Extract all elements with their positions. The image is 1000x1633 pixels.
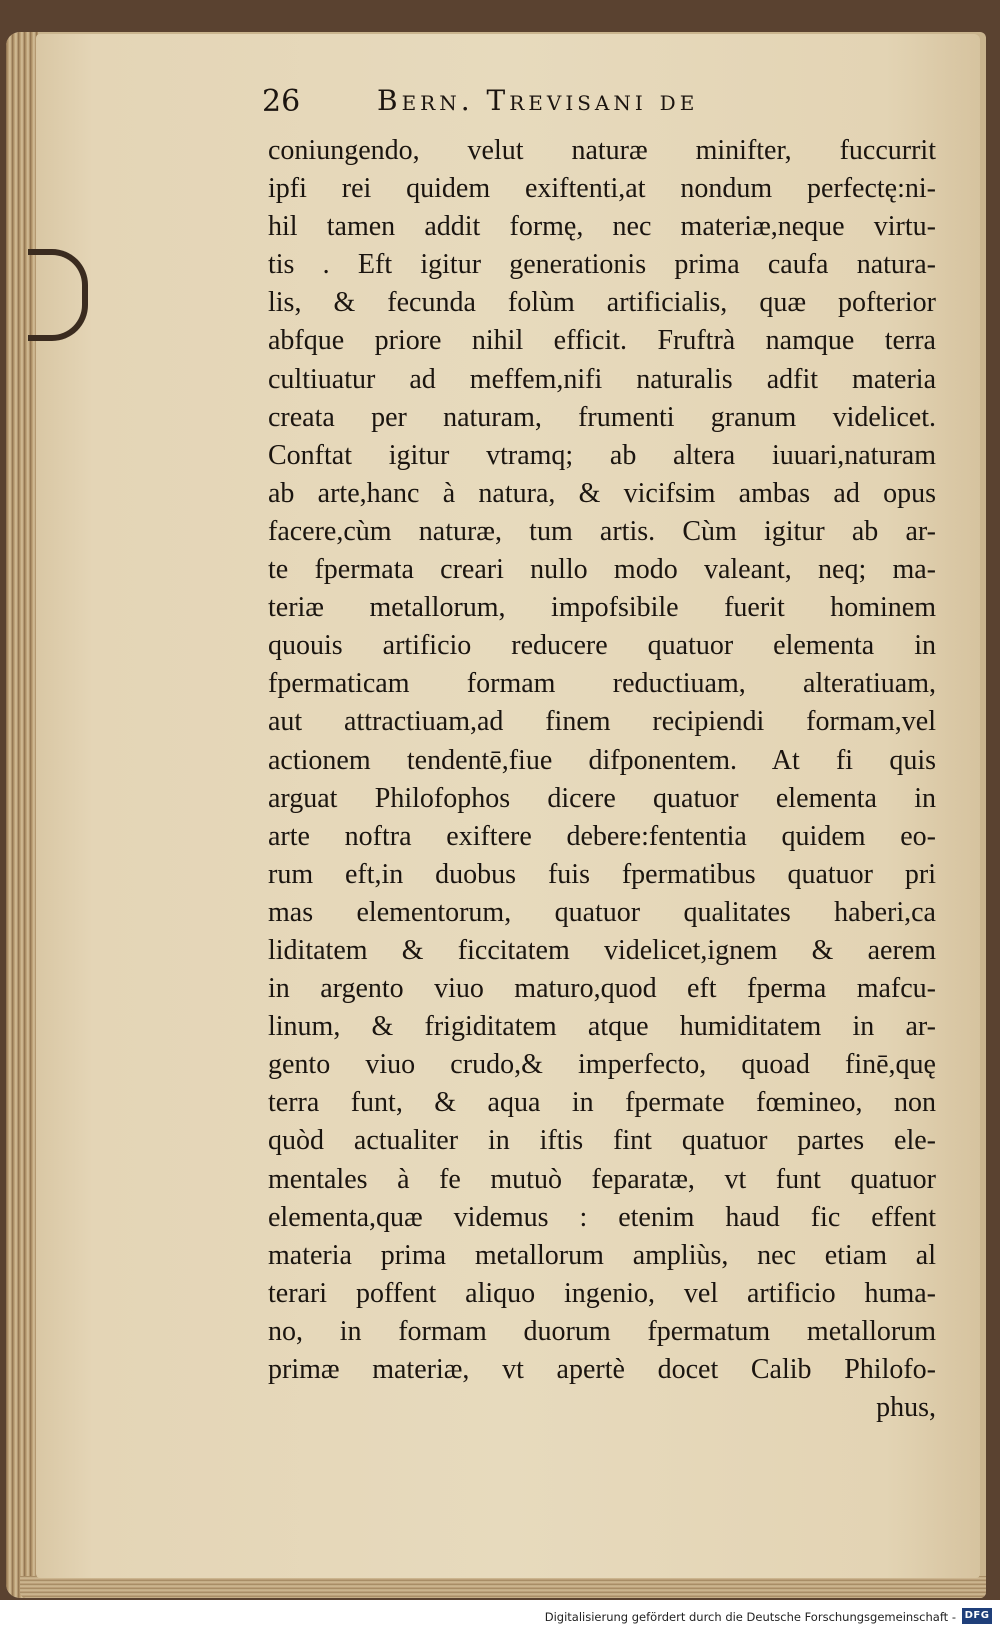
page-edges-bottom (20, 1576, 986, 1598)
text-line: facere,cùm naturæ, tum artis. Cùm igitur ab ar- (268, 515, 936, 547)
text-line: no, in formam duorum fpermatum metallorum (268, 1315, 936, 1347)
text-line: ipfi rei quidem exiftenti,at nondum perfectę:ni- (268, 173, 936, 205)
running-head (262, 84, 882, 124)
text-line: liditatem & ficcitatem videlicet,ignem & aerem (268, 934, 936, 966)
text-line: aut attractiuam,ad finem recipiendi formam,vel (268, 706, 936, 738)
text-line: linum, & frigiditatem atque humiditatem in ar- (268, 1011, 936, 1043)
text-line: teriæ metallorum, impofsibile fuerit hominem (268, 592, 936, 624)
text-line: in argento viuo maturo,quod eft fperma mafcu- (268, 973, 936, 1005)
text-line: Conftat igitur vtramq; ab altera iuuari,naturam (268, 439, 936, 471)
text-line: rum eft,in duobus fuis fpermatibus quatuor pri (268, 858, 936, 890)
page-number: 26 (262, 84, 301, 119)
text-line: quouis artificio reducere quatuor elementa in (268, 630, 936, 662)
text-line: materia prima metallorum ampliùs, nec etiam al (268, 1239, 936, 1271)
text-line: creata per naturam, frumenti granum videlicet. (268, 401, 936, 433)
text-line: te fpermata creari nullo modo valeant, neq; ma- (268, 554, 936, 586)
text-line: mentales à fe mutuò feparatæ, vt funt quatuor (268, 1163, 936, 1195)
running-title: Bern. Trevisani de (377, 84, 699, 117)
catchword: phus, (876, 1392, 936, 1424)
digitization-credit: Digitalisierung gefördert durch die Deutsche Forschungsgemeinschaft - (544, 1610, 956, 1624)
book-clasp (28, 249, 88, 341)
body-text (268, 132, 943, 1427)
text-line: gento viuo crudo,& imperfecto, quoad finē,quę (268, 1049, 936, 1081)
text-line: actionem tendentē,fiue difponentem. At fi quis (268, 744, 936, 776)
text-line: quòd actualiter in iftis fint quatuor partes ele- (268, 1125, 936, 1157)
text-line: arguat Philofophos dicere quatuor elementa in (268, 782, 936, 814)
text-line: primæ materiæ, vt apertè docet Calib Philofo- (268, 1354, 936, 1385)
text-line: cultiuatur ad meffem,nifi naturalis adfit materia (268, 363, 936, 395)
text-line: terra funt, & aqua in fpermate fœmineo, non (268, 1087, 936, 1119)
dfg-logo: DFG (962, 1608, 992, 1624)
text-line: coniungendo, velut naturæ minifter, fuccurrit (268, 135, 936, 166)
text-line: mas elementorum, quatuor qualitates haberi,ca (268, 896, 936, 928)
text-line: arte noftra exiftere debere:fententia quidem eo- (268, 820, 936, 852)
text-line: elementa,quæ videmus : etenim haud fic effent (268, 1201, 936, 1233)
text-line: hil tamen addit formę, nec materiæ,neque virtu- (268, 211, 936, 243)
text-line: terari poffent aliquo ingenio, vel artificio huma- (268, 1277, 936, 1309)
text-line: fpermaticam formam reductiuam, alteratiuam, (268, 668, 936, 700)
text-line: tis . Eft igitur generationis prima caufa natura- (268, 249, 936, 281)
text-line: ab arte,hanc à natura, & vicifsim ambas ad opus (268, 477, 936, 509)
text-line: abfque priore nihil efficit. Fruftrà namque terra (268, 325, 936, 357)
text-line: lis, & fecunda folùm artificialis, quæ pofterior (268, 287, 936, 319)
